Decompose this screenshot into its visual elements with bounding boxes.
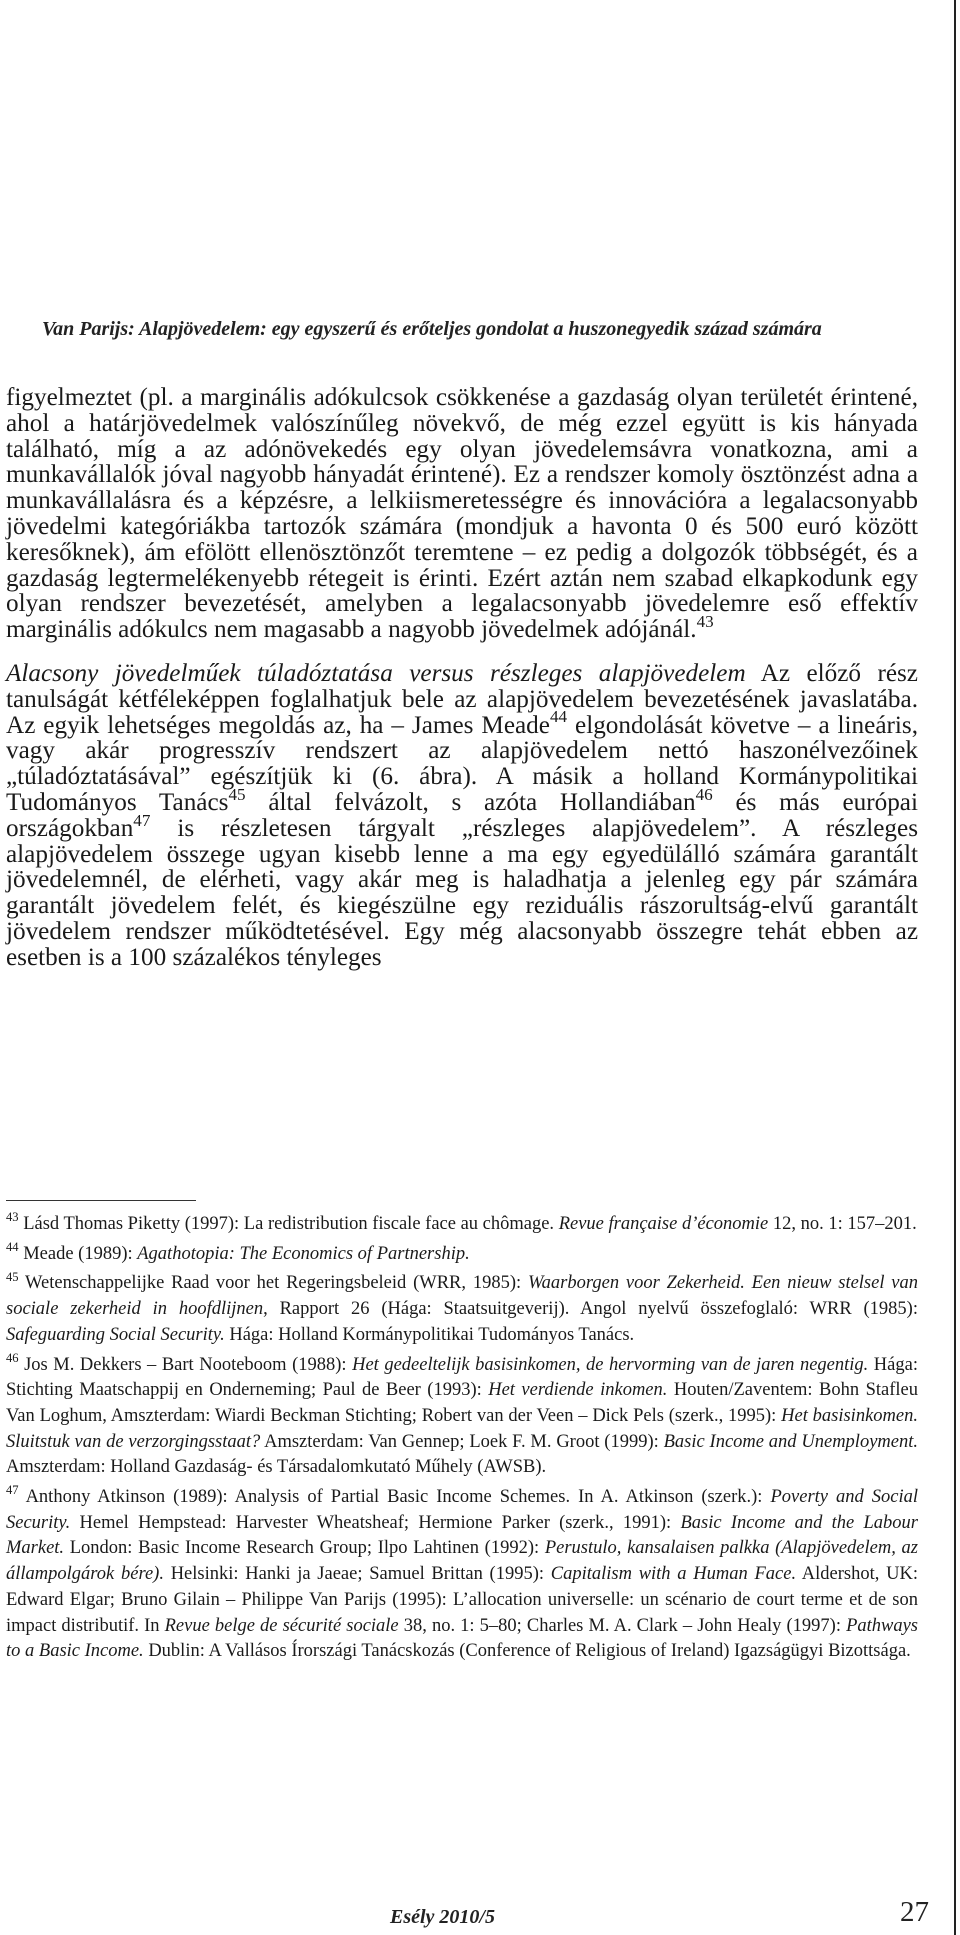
footnote-italic: Capitalism with a Human Face.	[550, 1564, 797, 1585]
footnote-text: Amszterdam: Holland Gazdaság- és Társadalomkutató Műhely (AWSB).	[6, 1457, 547, 1478]
footnote-45	[6, 1271, 918, 1348]
footnote-number: 47	[6, 1483, 19, 1498]
footnote-italic: Revue belge de sécurité sociale	[164, 1615, 399, 1636]
paragraph-1	[6, 385, 918, 643]
footnote-ref-47[interactable]: 47	[133, 810, 151, 830]
footnote-number: 46	[6, 1350, 19, 1365]
running-header: Van Parijs: Alapjövedelem: egy egyszerű és erőteljes gondolat a huszonegyedik század számára	[42, 318, 822, 340]
footnote-ref-46[interactable]: 46	[695, 784, 713, 804]
footnote-ref-43[interactable]: 43	[696, 611, 714, 631]
footnote-text: Hemel Hempstead: Harvester Wheatsheaf; Hermione Parker (szerk., 1991):	[70, 1512, 681, 1533]
footnote-text: 12, no. 1: 157–201.	[768, 1214, 917, 1234]
footnote-italic: Revue française d’économie	[558, 1214, 769, 1234]
footnotes	[6, 1212, 918, 1669]
paragraph-2-text-b: elgondolását követve – a lineáris, vagy akár progresszív rendszert az alapjövedelem nettó haszonélvezőinek „túladóztatásával” egészítjük ki (6. ábra). A másik a holland Kormánypolitikai Tudományos Tanács	[6, 711, 918, 816]
footnote-italic: Perustulo, kansalaisen palkka (Alapjövedelem, az állampolgárok bére).	[6, 1538, 919, 1585]
footnote-47	[6, 1485, 918, 1665]
main-text	[6, 385, 918, 971]
paragraph-2-text-c: által felvázolt, s azóta Hollandiában	[245, 788, 696, 816]
footnote-text: Hága: Stichting Maatschappij en Onderneming; Paul de Beer (1993):	[6, 1354, 918, 1401]
footnote-italic: Basic Income and the Labour Market.	[6, 1512, 918, 1559]
footnote-italic: Poverty and Social Security.	[6, 1487, 919, 1533]
footnote-italic: Waarborgen voor Zekerheid. Een nieuw stelsel van sociale zekerheid in hoofdlijnen	[6, 1273, 919, 1320]
footnote-text: Hága: Holland Kormánypolitikai Tudományos Tanács.	[224, 1324, 635, 1345]
footnote-text: London: Basic Income Research Group; Ilpo Lahtinen (1992):	[64, 1538, 545, 1559]
footnote-text: Lásd Thomas Piketty (1997): La redistribution fiscale face au chômage.	[18, 1214, 559, 1234]
footnote-italic: Het basisinkomen. Sluitstuk van de verzorgingsstaat?	[6, 1405, 918, 1452]
footnote-text: 38, no. 1: 5–80; Charles M. A. Clark – John Healy (1997):	[398, 1615, 847, 1636]
page-number: 27	[900, 1896, 929, 1928]
footnote-text: Jos M. Dekkers – Bart Nooteboom (1988):	[18, 1354, 353, 1375]
footnote-43	[6, 1212, 918, 1238]
footnote-46	[6, 1350, 918, 1482]
journal-footer: Esély 2010/5	[390, 1906, 495, 1928]
paragraph-1-text: figyelmeztet (pl. a marginális adókulcsok csökkenése a gazdaság olyan területét érintené, ahol a határjövedelmek valószínűleg növekvő, de még ezzel együtt is kis hányada található, míg a az adónövekedés egy olyan jövedelemsávra vonatkozna, ami a munkavállalók jóval nagyobb hányadát érintené). Ez a rendszer komoly ösztönzést adna a munkavállalásra és a képzésre, a lelkiismeretességre és innovációra a legalacsonyabb jövedelmi kategóriákba tartozók számára (mondjuk a havonta 0 és 500 euró között keresőknek), ám efölött ellenösztönzőt teremtene – ez pedig a dolgozók többségét, és a gazdaság legtermelékenyebb rétegeit is érinti. Ezért aztán nem szabad elkapkodunk egy olyan rendszer bevezetését, amelyben a legalacsonyabb jövedelemre eső effektív marginális adókulcs nem magasabb a nagyobb jövedelmek adójánál.	[6, 384, 918, 644]
paragraph-2-text-e: is részletesen tárgyalt „részleges alapjövedelem”. A részleges alapjövedelem összege ugyan kisebb lenne a ma egy egyedülálló számára garantált jövedelemnél, de elérheti, vagy akár meg is haladhatja a jelenleg egy pár számára garantált jövedelem felét, és kiegészülne egy reziduális rászorultság-elvű garantált jövedelem rendszer működtetésével. Egy még alacsonyabb összegre tehát ebben az esetben is a 100 százalékos tényleges	[6, 814, 918, 971]
page-edge-rule	[954, 0, 956, 1935]
footnote-text: Anthony Atkinson (1989): Analysis of Partial Basic Income Schemes. In A. Atkinson (szerk.):	[18, 1487, 771, 1508]
footnote-text: Meade (1989):	[18, 1243, 138, 1264]
footnote-text: Helsinki: Hanki ja Jaeae; Samuel Brittan (1995):	[163, 1564, 551, 1585]
paragraph-2	[6, 661, 918, 971]
footnote-italic: Agathotopia: The Economics of Partnership.	[137, 1243, 470, 1264]
footnote-italic: Het verdiende inkomen.	[488, 1380, 668, 1401]
footnote-number: 43	[6, 1210, 19, 1225]
paragraph-2-text-d: és más európai országokban	[6, 788, 918, 842]
footnote-italic: Basic Income and Unemployment.	[663, 1431, 918, 1452]
footnote-number: 44	[6, 1239, 19, 1254]
footnote-text: Dublin: A Vallásos Írországi Tanácskozás (Conference of Religious of Ireland) Igazságügyi Bizottsága.	[143, 1641, 911, 1662]
section-run-in-heading: Alacsony jövedelműek túladóztatása versus részleges alapjövedelem	[6, 659, 746, 687]
footnote-separator	[6, 1200, 196, 1201]
footnote-ref-45[interactable]: 45	[228, 784, 246, 804]
footnote-44	[6, 1239, 918, 1268]
footnote-text: Houten/Zaventem: Bohn Stafleu Van Loghum, Amszterdam: Wiardi Beckman Stichting; Robert van der Veen – Dick Pels (szerk., 1995):	[6, 1380, 918, 1426]
paragraph-2-text-a: Az előző rész tanulságát kétféleképpen foglalhatjuk bele az alapjövedelem bevezetésének javaslatába. Az egyik lehetséges megoldás az, ha – James Meade	[6, 659, 918, 739]
footnote-number: 45	[6, 1269, 19, 1284]
footnote-ref-44[interactable]: 44	[549, 707, 568, 727]
footnote-text: Wetenschappelijke Raad voor het Regeringsbeleid (WRR, 1985):	[18, 1273, 528, 1294]
footnote-italic: Het gedeeltelijk basisinkomen, de hervorming van de jaren negentig.	[352, 1354, 869, 1375]
footnote-italic: Pathways to a Basic Income.	[6, 1615, 919, 1662]
footnote-text: Amszterdam: Van Gennep; Loek F. M. Groot (1999):	[260, 1431, 664, 1452]
footnote-text: Aldershot, UK: Edward Elgar; Bruno Gilain – Philippe Van Parijs (1995): L’allocation universelle: un scénario de court terme et de son impact distributif. In	[6, 1564, 918, 1636]
footnote-text: , Rapport 26 (Hága: Staatsuitgeverij). Angol nyelvű összefoglaló: WRR (1985):	[263, 1299, 918, 1320]
footnote-italic: Safeguarding Social Security.	[6, 1324, 225, 1345]
